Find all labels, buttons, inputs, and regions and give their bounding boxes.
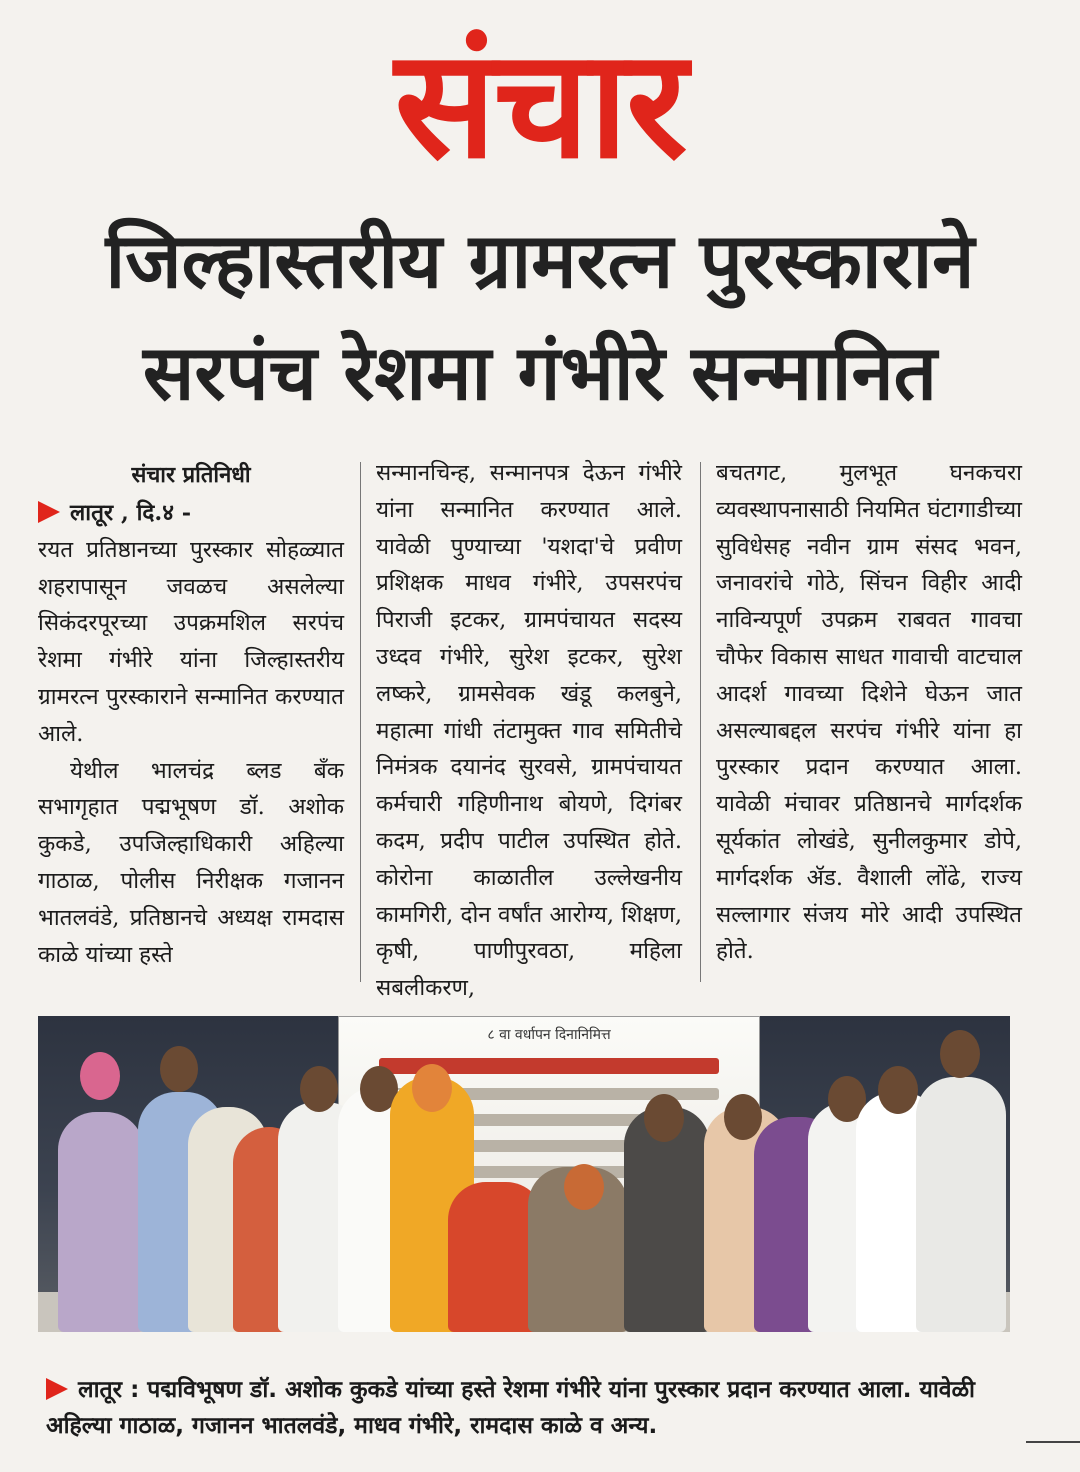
person-head	[160, 1046, 198, 1092]
dateline	[38, 495, 344, 532]
person-figure	[58, 1112, 144, 1332]
person-head	[878, 1066, 918, 1114]
article-column-1	[38, 455, 344, 973]
person-head	[644, 1094, 684, 1142]
column-divider	[700, 462, 701, 982]
person-head	[724, 1094, 762, 1140]
headline-line-1: जिल्हास्तरीय ग्रामरत्न पुरस्काराने	[105, 216, 975, 305]
photo-caption	[46, 1372, 1046, 1444]
person-head	[412, 1064, 452, 1112]
red-triangle-icon	[38, 501, 60, 523]
person-head	[564, 1164, 604, 1210]
event-photo	[38, 1016, 1010, 1332]
column-divider	[360, 462, 361, 982]
article-paragraph: रयत प्रतिष्ठानच्या पुरस्कार सोहळ्यात शहरापासून जवळच असलेल्या सिकंदरपूरच्या उपक्रमशिल सरपंच रेशमा गंभीरे यांना जिल्हास्तरीय ग्रामरत्न पुरस्काराने सन्मानित करण्यात आले.	[38, 536, 344, 747]
person-head	[940, 1030, 980, 1078]
red-triangle-icon	[46, 1378, 68, 1400]
article-paragraph: येथील भालचंद्र ब्लड बँक सभागृहात पद्मभूषण डॉ. अशोक कुकडे, उपजिल्हाधिकारी अहिल्या गाठाळ, पोलीस निरीक्षक गजानन भातलवंडे, प्रतिष्ठानचे अध्यक्ष रामदास काळे यांच्या हस्ते	[38, 757, 344, 968]
banner-title: ८ वा वर्धापन दिनानिमित्त	[487, 1027, 611, 1043]
masthead-logo: संचार	[394, 18, 686, 192]
headline-line-2: सरपंच रेशमा गंभीरे सन्मानित	[142, 328, 937, 417]
byline: संचार प्रतिनिधी	[131, 462, 251, 488]
article-column-3	[716, 455, 1022, 970]
caption-text: लातूर : पद्मविभूषण डॉ. अशोक कुकडे यांच्या हस्ते रेशमा गंभीरे यांना पुरस्कार प्रदान करण्यात आला. यावेळी अहिल्या गाठाळ, गजानन भातलवंडे, माधव गंभीरे, रामदास काळे व अन्य.	[46, 1377, 976, 1439]
article-paragraph: बचतगट, मुलभूत घनकचरा व्यवस्थापनासाठी नियमित घंटागाडीच्या सुविधेसह नवीन ग्राम संसद भवन, जनावरांचे गोठे, सिंचन विहीर आदी नाविन्यपूर्ण उपक्रम राबवत गावचा चौफेर विकास साधत गावाची वाटचाल आदर्श गावच्या दिशेने घेऊन जात असल्याबद्दल सरपंच गंभीरे यांना हा पुरस्कार प्रदान करण्यात आला. यावेळी मंचावर प्रतिष्ठानचे मार्गदर्शक सूर्यकांत लोखंडे, सुनीलकुमार डोपे, मार्गदर्शक ॲड. वैशाली लोंढे, राज्य सल्लागार संजय मोरे आदी उपस्थित होते.	[716, 460, 1022, 965]
article-column-2	[376, 455, 682, 1007]
person-head	[300, 1066, 338, 1112]
headline	[30, 205, 1050, 429]
article-paragraph: सन्मानचिन्ह, सन्मानपत्र देऊन गंभीरे यांना सन्मानित करण्यात आले. यावेळी पुण्याच्या 'यशदा'चे प्रवीण प्रशिक्षक माधव गंभीरे, उपसरपंच पिराजी इटकर, ग्रामपंचायत सदस्य उध्दव गंभीरे, सुरेश इटकर, सुरेश लष्करे, ग्रामसेवक खंडू कलबुने, महात्मा गांधी तंटामुक्त गाव समितीचे निमंत्रक दयानंद सुरवसे, ग्रामपंचायत कर्मचारी गहिणीनाथ बोयणे, दिगंबर कदम, प्रदीप पाटील उपस्थित होते. कोरोना काळातील उल्लेखनीय कामगिरी, दोन वर्षांत आरोग्य, शिक्षण, कृषी, पाणीपुरवठा, महिला सबलीकरण,	[376, 460, 682, 1002]
dateline-text: लातूर , दि.४ -	[70, 500, 192, 526]
divider-line	[1026, 1441, 1080, 1443]
person-figure	[916, 1077, 1006, 1332]
person-head	[80, 1052, 120, 1100]
